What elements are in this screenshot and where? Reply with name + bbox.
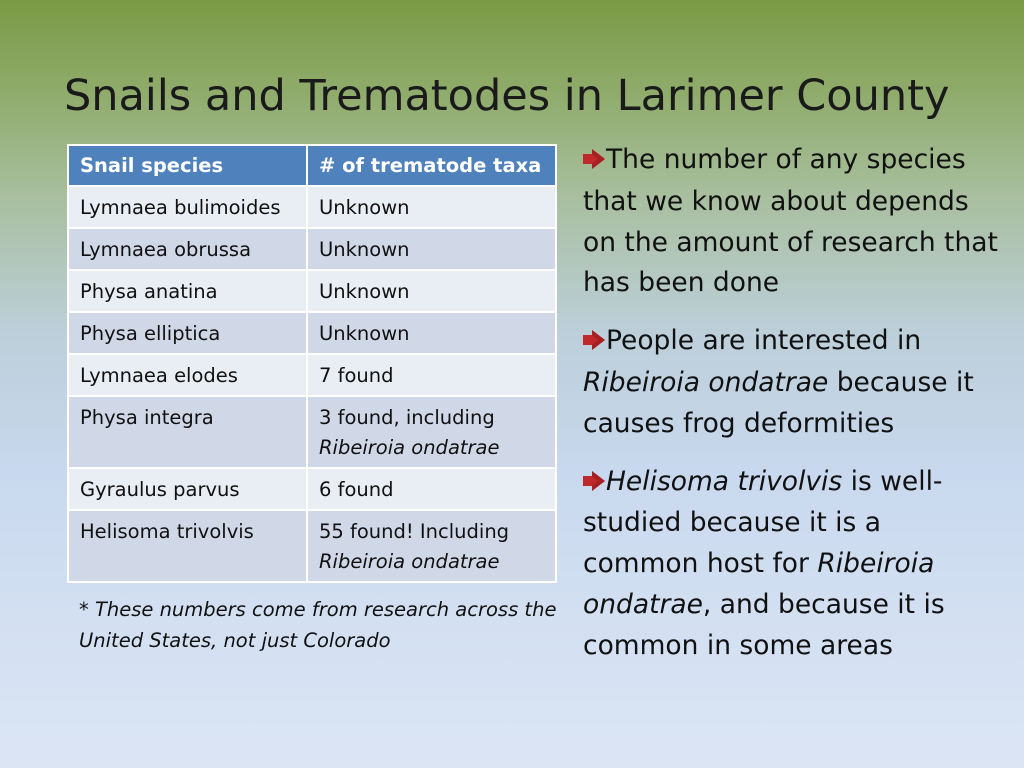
header-trematode-taxa: # of trematode taxa	[307, 145, 556, 186]
taxa-scientific-name: Ribeiroia ondatrae	[319, 436, 500, 459]
table-footnote: * These numbers come from research across the United States, not just Colorado	[79, 598, 557, 652]
taxa-text: 55 found! Including	[319, 520, 510, 543]
bullet-item	[583, 140, 1003, 304]
table-row	[68, 270, 556, 312]
bullet-text: is well-studied because it is a common host for	[583, 465, 943, 580]
bullet-text: , and because it is common in some areas	[583, 588, 945, 661]
taxa-cell: Unknown	[307, 312, 556, 354]
table-row	[68, 312, 556, 354]
header-snail-species: Snail species	[68, 145, 307, 186]
species-cell: Helisoma trivolvis	[68, 510, 307, 582]
red-arrow-bullet-icon	[583, 322, 605, 363]
species-cell: Physa integra	[68, 396, 307, 468]
slide-title: Snails and Trematodes in Larimer County	[64, 71, 950, 121]
species-cell: Physa anatina	[68, 270, 307, 312]
table-row	[68, 186, 556, 228]
taxa-text: 3 found, including	[319, 406, 495, 429]
taxa-cell: 7 found	[307, 354, 556, 396]
species-cell: Lymnaea bulimoides	[68, 186, 307, 228]
taxa-cell: Unknown	[307, 270, 556, 312]
taxa-cell: Unknown	[307, 186, 556, 228]
species-cell: Gyraulus parvus	[68, 468, 307, 510]
bullet-scientific-name: Ribeiroia ondatrae	[583, 366, 829, 398]
taxa-scientific-name: Ribeiroia ondatrae	[319, 550, 500, 573]
species-cell: Lymnaea elodes	[68, 354, 307, 396]
species-cell: Physa elliptica	[68, 312, 307, 354]
bullet-list	[583, 140, 1003, 684]
bullet-scientific-name: Helisoma trivolvis	[606, 465, 843, 497]
table-row	[68, 468, 556, 510]
table-header-row	[68, 145, 556, 186]
snail-trematode-table	[67, 144, 557, 583]
table-row	[68, 354, 556, 396]
red-arrow-bullet-icon	[583, 141, 605, 182]
bullet-item	[583, 462, 1003, 667]
red-arrow-bullet-icon	[583, 463, 605, 504]
taxa-cell	[307, 510, 556, 582]
bullet-scientific-name: Ribeiroia ondatrae	[583, 548, 935, 620]
bullet-text: because it causes frog deformities	[583, 366, 974, 439]
taxa-cell: 6 found	[307, 468, 556, 510]
species-cell: Lymnaea obrussa	[68, 228, 307, 270]
table-row	[68, 228, 556, 270]
taxa-cell	[307, 396, 556, 468]
bullet-text: People are interested in	[606, 325, 922, 357]
table-row	[68, 510, 556, 582]
bullet-text: The number of any species that we know about depends on the amount of research that has been done	[583, 144, 998, 299]
table-row	[68, 396, 556, 468]
taxa-cell: Unknown	[307, 228, 556, 270]
bullet-item	[583, 321, 1003, 444]
